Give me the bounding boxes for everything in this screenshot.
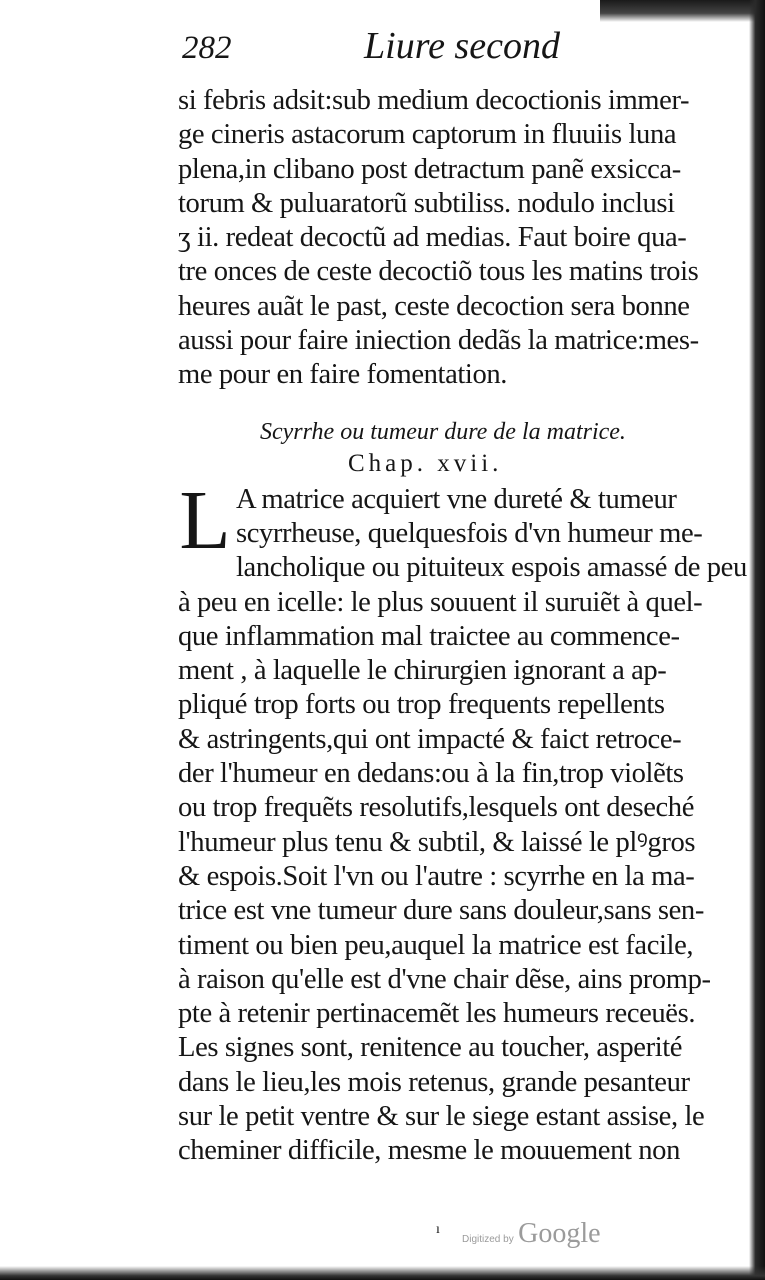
section-title: Scyrrhe ou tumeur dure de la matrice. — [260, 418, 626, 445]
chapter-heading: Chap. xvii. — [348, 449, 503, 477]
text-line: ment , à laquelle le chirurgien ignorant a ap- — [178, 655, 667, 687]
scan-edge-bottom — [0, 1266, 765, 1280]
text-line: trice est vne tumeur dure sans douleur,sans sen- — [178, 895, 704, 927]
text-line: Les signes sont, renitence au toucher, asperité — [178, 1032, 683, 1064]
text-line: & espois.Soit l'vn ou l'autre : scyrrhe en la ma- — [178, 860, 695, 892]
text-line: sur le petit ventre & sur le siege estant assise, le — [178, 1101, 705, 1133]
text-line: der l'humeur en dedans:ou à la fin,trop violẽts — [178, 758, 684, 790]
running-title: Liure second — [364, 25, 560, 67]
google-logo: Google — [518, 1218, 601, 1249]
text-line: si febris adsit:sub medium decoctionis immer- — [178, 85, 690, 116]
text-line: pliqué trop forts ou trop frequents repellents — [178, 689, 665, 721]
text-line: l'humeur plus tenu & subtil, & laissé le plꝰgros — [178, 826, 696, 858]
text-line: pte à retenir pertinacemẽt les humeurs receuës. — [178, 998, 696, 1030]
text-line: ge cineris astacorum captorum in fluuiis luna — [178, 119, 677, 151]
text-line: ou trop frequẽts resolutifs,lesquels ont deseché — [178, 792, 694, 824]
text-line: aussi pour faire iniection dedãs la matrice:mes- — [178, 325, 699, 357]
chapter-body — [178, 473, 747, 1169]
text-line: à raison qu'elle est d'vne chair dẽse, ains promp- — [178, 963, 711, 995]
book-page — [178, 22, 747, 1169]
upper-text-block — [178, 84, 716, 393]
text-line: à peu en icelle: le plus souuent il suruiẽt à quel- — [178, 586, 703, 618]
text-line: heures auãt le past, ceste decoction sera bonne — [178, 290, 690, 322]
text-line: A matrice acquiert vne dureté & tumeur — [236, 483, 677, 515]
text-line: scyrrheuse, quelquesfois d'vn humeur me- — [236, 517, 703, 549]
drop-cap: L — [179, 473, 231, 567]
footer-mark: ı — [436, 1222, 440, 1237]
text-line: dans le lieu,les mois retenus, grande pesanteur — [178, 1066, 690, 1098]
text-line: lancholique ou pituiteux espois amassé de peu — [236, 552, 747, 584]
page-number: 282 — [182, 30, 232, 66]
text-line: torum & puluaratorũ subtiliss. nodulo inclusi — [178, 187, 675, 219]
text-line: que inflammation mal traictee au commence- — [178, 620, 680, 652]
text-line: plena,in clibano post detractum panẽ exsicca- — [178, 153, 681, 185]
text-line: me pour en faire fomentation. — [178, 359, 508, 391]
text-line: cheminer difficile, mesme le mouuement non — [178, 1135, 680, 1167]
text-line: & astringents,qui ont impacté & faict retroce- — [178, 723, 682, 755]
text-line: tre onces de ceste decoctiõ tous les matins trois — [178, 256, 699, 288]
watermark-caption: Digitized by — [462, 1234, 514, 1245]
scan-edge-top — [600, 0, 765, 22]
running-head — [178, 22, 716, 72]
text-line: timent ou bien peu,auquel la matrice est facile, — [178, 929, 694, 961]
scan-edge-right — [749, 0, 765, 1280]
text-line: ʒ ii. redeat decoctũ ad medias. Faut boire qua- — [178, 222, 687, 254]
digitization-watermark — [462, 1218, 601, 1250]
